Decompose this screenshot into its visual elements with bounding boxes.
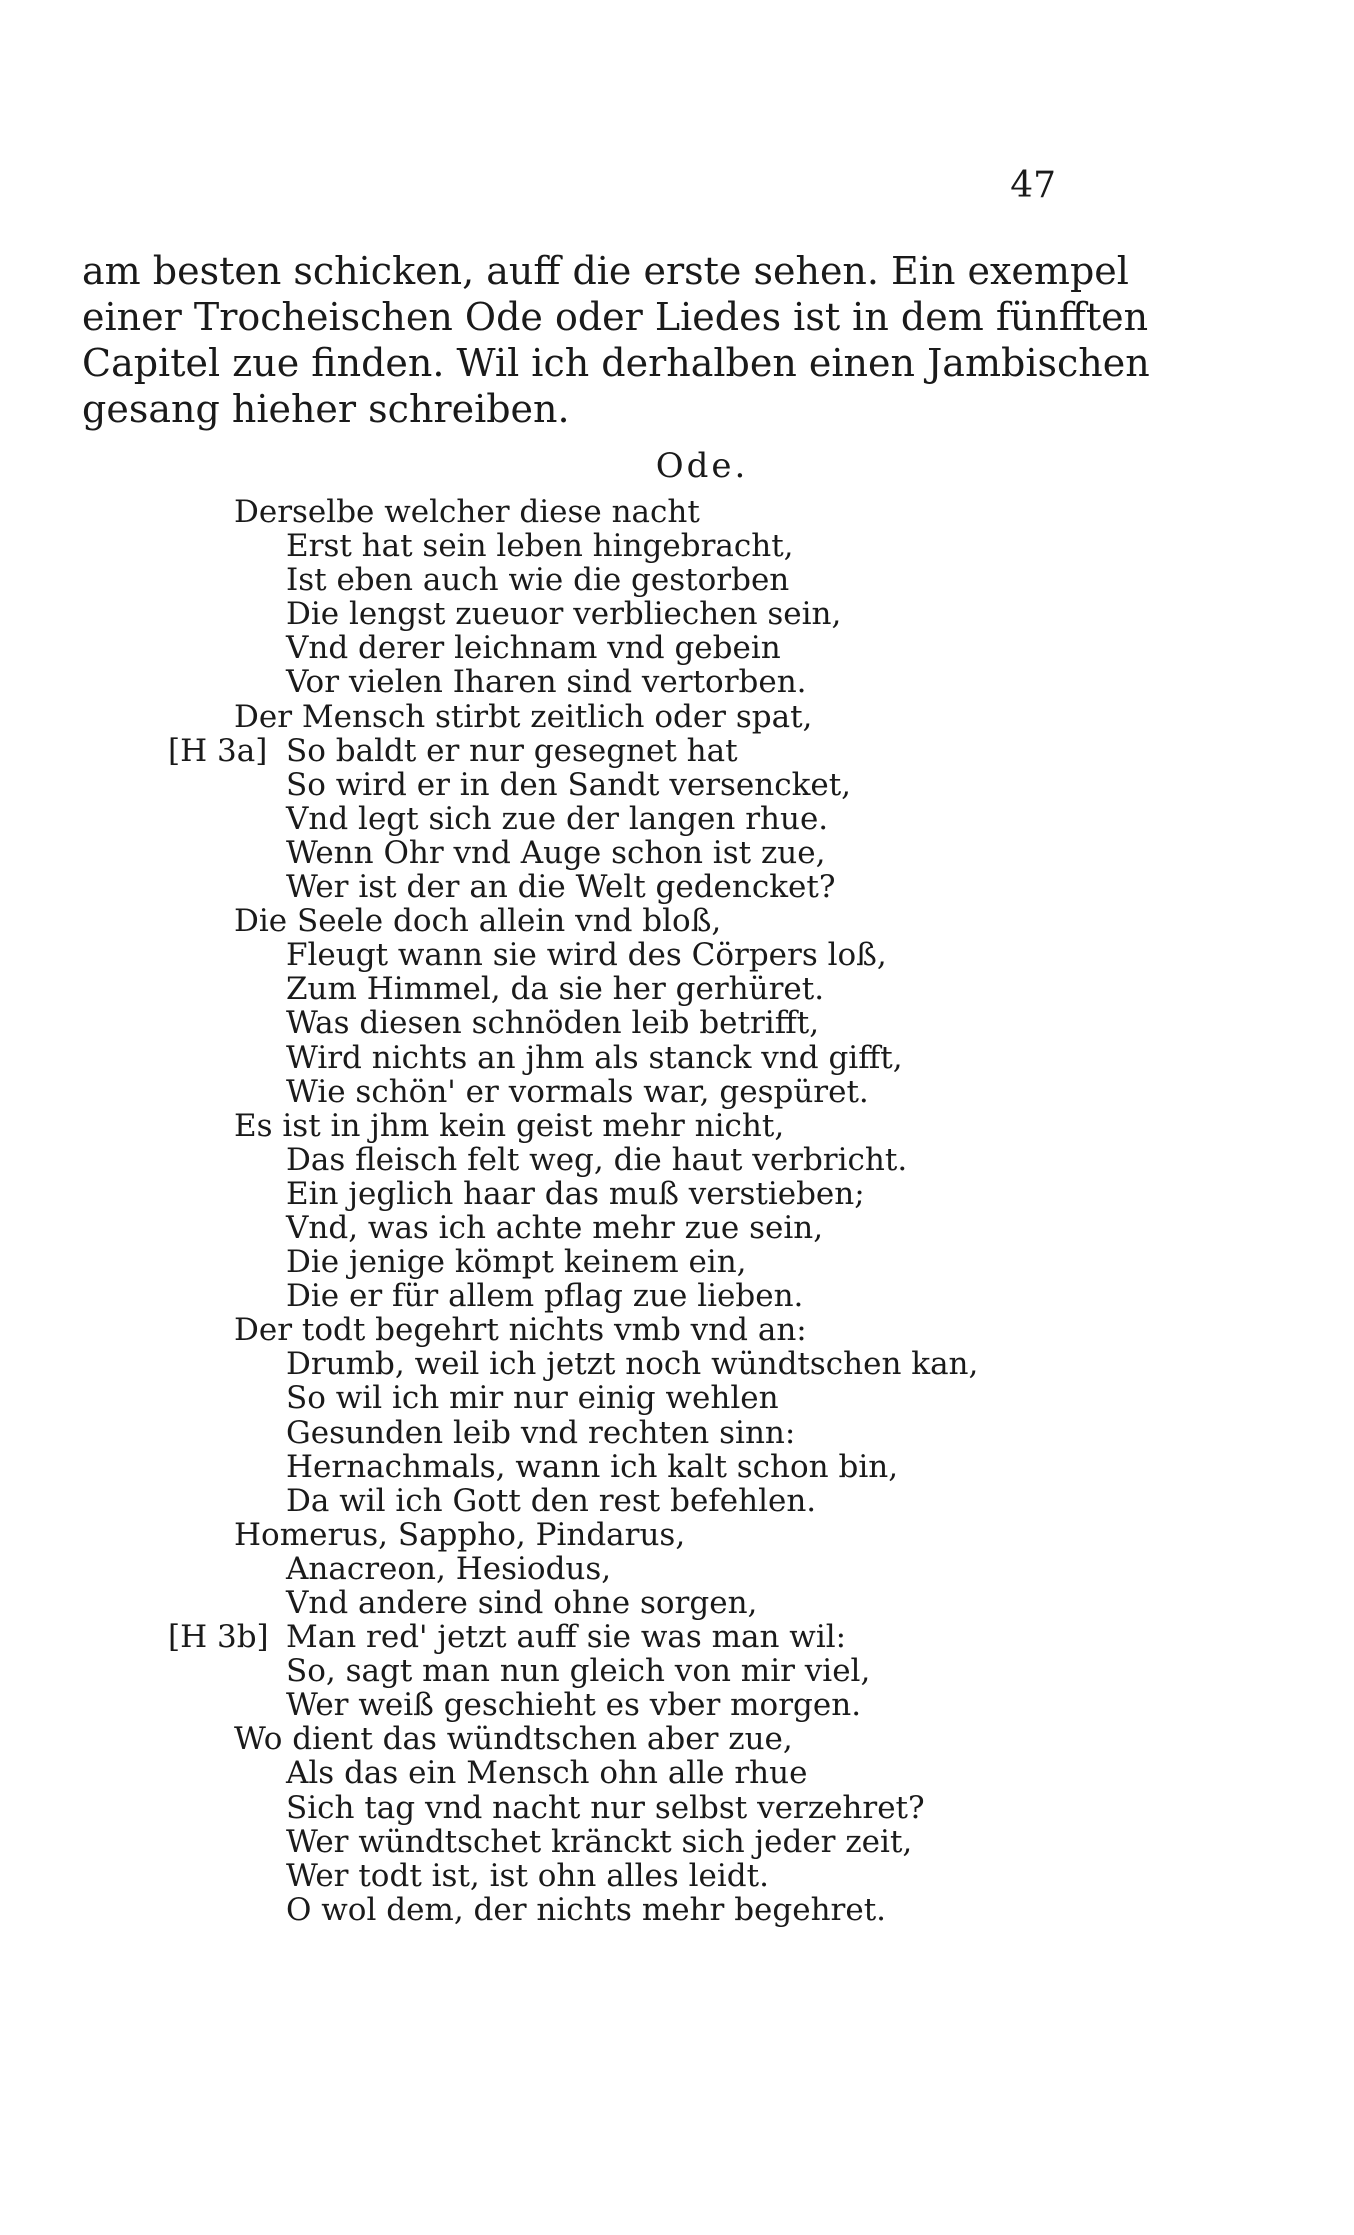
verse-line <box>0 768 1354 802</box>
verse-line <box>0 870 1354 904</box>
signature-marker: [H 3b] <box>168 1619 269 1656</box>
page-number: 47 <box>1010 165 1056 206</box>
prose-line: einer Trocheischen Ode oder Liedes ist in dem fünfften <box>82 295 1149 339</box>
verse-text: Erst hat sein leben hingebracht, <box>286 528 794 565</box>
verse-line <box>0 1381 1354 1415</box>
verse-text: Wenn Ohr vnd Auge schon ist zue, <box>286 834 826 871</box>
verse-line <box>0 972 1354 1006</box>
verse-text: Die er für allem pflag zue lieben. <box>286 1278 804 1315</box>
ode-title: Ode. <box>655 446 749 486</box>
verse-text: Als das ein Mensch ohn alle rhue <box>286 1755 808 1792</box>
verse-line <box>0 1347 1354 1381</box>
verse-text: Der Mensch stirbt zeitlich oder spat, <box>234 698 813 735</box>
verse-text: Vnd legt sich zue der langen rhue. <box>286 800 829 837</box>
verse-text: Vnd andere sind ohne sorgen, <box>286 1585 758 1621</box>
verse-text: Fleugt wann sie wird des Cörpers loß, <box>286 937 887 974</box>
verse-text: Das fleisch felt weg, die haut verbricht. <box>286 1141 908 1178</box>
verse-text: Der todt begehrt nichts vmb vnd an: <box>234 1312 807 1349</box>
verse-line <box>0 1211 1354 1245</box>
verse-line <box>0 1075 1354 1109</box>
verse-line <box>0 563 1354 597</box>
verse-line <box>0 1893 1354 1927</box>
verse-line <box>0 1552 1354 1586</box>
verse-text: Homerus, Sappho, Pindarus, <box>234 1516 686 1553</box>
verse-line <box>0 1006 1354 1040</box>
verse-text: Vor vielen Iharen sind vertorben. <box>286 664 807 701</box>
verse-line <box>0 1279 1354 1313</box>
verse-text: Man red' jetzt auff sie was man wil: <box>286 1619 847 1656</box>
verse-text: O wol dem, der nichts mehr begehret. <box>286 1891 887 1928</box>
verse-line <box>0 529 1354 563</box>
verse-text: Was diesen schnöden leib betrifft, <box>286 1005 820 1042</box>
verse-line <box>0 1143 1354 1177</box>
verse-text: Die jenige kömpt keinem ein, <box>286 1244 747 1281</box>
verse-line <box>0 1756 1354 1790</box>
verse-text: Anacreon, Hesiodus, <box>286 1550 612 1587</box>
verse-text: Gesunden leib vnd rechten sinn: <box>286 1414 796 1451</box>
verse-line <box>0 1245 1354 1279</box>
verse-text: Sich tag vnd nacht nur selbst verzehret? <box>286 1789 925 1826</box>
verse-text: So, sagt man nun gleich von mir viel, <box>286 1653 871 1690</box>
verse-line <box>0 836 1354 870</box>
ode-poem <box>0 495 1354 1927</box>
verse-line <box>0 665 1354 699</box>
verse-line <box>0 734 1354 768</box>
verse-line <box>0 1041 1354 1075</box>
verse-text: Wie schön' er vormals war, gespüret. <box>286 1073 869 1110</box>
verse-text: Vnd, was ich achte mehr zue sein, <box>286 1209 824 1246</box>
verse-text: So baldt er nur gesegnet hat <box>286 732 738 769</box>
verse-text: So wil ich mir nur einig wehlen <box>286 1380 779 1417</box>
verse-line <box>0 700 1354 734</box>
verse-line <box>0 1859 1354 1893</box>
verse-line <box>0 1654 1354 1688</box>
verse-text: Ist eben auch wie die gestorben <box>286 562 790 599</box>
verse-line <box>0 904 1354 938</box>
verse-text: Die lengst zueuor verbliechen sein, <box>286 596 842 633</box>
verse-text: So wird er in den Sandt versencket, <box>286 766 852 803</box>
signature-marker: [H 3a] <box>168 732 268 769</box>
verse-line <box>0 495 1354 529</box>
verse-text: Wer weiß geschieht es vber morgen. <box>286 1687 862 1724</box>
verse-line <box>0 1416 1354 1450</box>
verse-text: Vnd derer leichnam vnd gebein <box>286 630 781 667</box>
verse-line <box>0 1313 1354 1347</box>
verse-line <box>0 1518 1354 1552</box>
verse-line <box>0 1484 1354 1518</box>
verse-text: Wo dient das wündtschen aber zue, <box>234 1721 793 1758</box>
verse-text: Es ist in jhm kein geist mehr nicht, <box>234 1107 785 1144</box>
verse-line <box>0 1688 1354 1722</box>
verse-text: Ein jeglich haar das muß verstieben; <box>286 1175 865 1212</box>
verse-line <box>0 1825 1354 1859</box>
prose-line: am besten schicken, auff die erste sehen. Ein exempel <box>82 249 1129 293</box>
verse-text: Wird nichts an jhm als stanck vnd gifft, <box>286 1039 903 1076</box>
verse-text: Wer ist der an die Welt gedencket? <box>286 869 836 906</box>
verse-line <box>0 1177 1354 1211</box>
verse-line <box>0 802 1354 836</box>
prose-line: gesang hieher schreiben. <box>82 387 570 431</box>
verse-text: Die Seele doch allein vnd bloß, <box>234 903 722 940</box>
verse-text: Zum Himmel, da sie her gerhüret. <box>286 971 825 1008</box>
verse-line <box>0 1791 1354 1825</box>
verse-line <box>0 1450 1354 1484</box>
verse-text: Wer todt ist, ist ohn alles leidt. <box>286 1857 769 1894</box>
verse-text: Hernachmals, wann ich kalt schon bin, <box>286 1448 899 1485</box>
verse-text: Da wil ich Gott den rest befehlen. <box>286 1482 817 1519</box>
verse-text: Drumb, weil ich jetzt noch wündtschen kan, <box>286 1346 979 1383</box>
verse-line <box>0 631 1354 665</box>
verse-line <box>0 1109 1354 1143</box>
verse-line <box>0 1722 1354 1756</box>
verse-text: Wer wündtschet kränckt sich jeder zeit, <box>286 1823 913 1860</box>
verse-line <box>0 1586 1354 1620</box>
prose-paragraph <box>82 248 1150 432</box>
verse-line <box>0 938 1354 972</box>
verse-line <box>0 1620 1354 1654</box>
verse-text: Derselbe welcher diese nacht <box>234 494 700 530</box>
prose-line: Capitel zue finden. Wil ich derhalben einen Jambischen <box>82 341 1150 385</box>
verse-line <box>0 597 1354 631</box>
